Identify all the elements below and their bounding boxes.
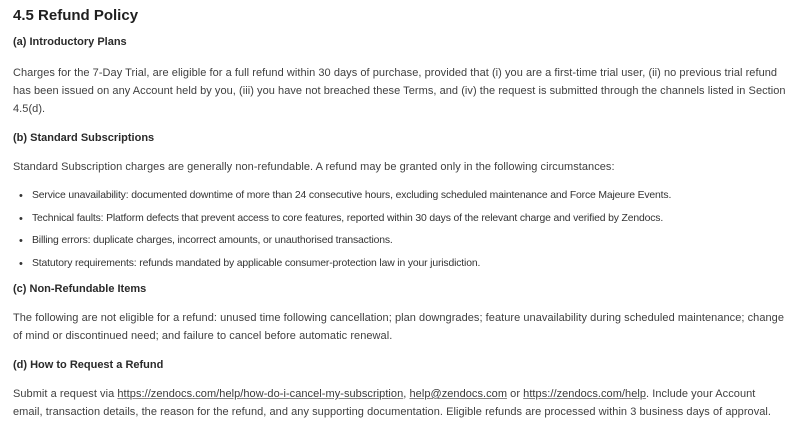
heading-how-to-request: (d) How to Request a Refund — [13, 359, 164, 371]
request-text-prefix: Submit a request via — [13, 388, 118, 400]
paragraph-non-refundable-items: The following are not eligible for a refund: unused time following cancellation; plan downgrades; feature unavailability during scheduled maintenance; change of mind or discontinued need; and failure to cancel before automatic renewal. — [13, 312, 784, 342]
list-item — [19, 185, 787, 208]
request-text-suffix: . Include your Account email, transaction details, the reason for the refund, and any supporting documentation. Eligible refunds are processed within 3 business days of approval. — [13, 388, 772, 418]
list-item — [19, 253, 787, 276]
bullet-icon: • — [19, 212, 23, 225]
circumstances-list — [13, 185, 787, 275]
paragraph-how-to-request — [13, 385, 787, 421]
list-item-text: Statutory requirements: refunds mandated by applicable consumer-protection law in your jurisdiction. — [32, 257, 481, 269]
list-item-text: Technical faults: Platform defects that prevent access to core features, reported within 30 days of the relevant charge and verified by Zendocs. — [32, 212, 664, 224]
section-title: 4.5 Refund Policy — [13, 7, 139, 24]
list-item-text: Service unavailability: documented downtime of more than 24 consecutive hours, excluding scheduled maintenance and Force Majeure Events. — [32, 190, 672, 201]
separator-text: , — [403, 388, 410, 400]
help-center-link[interactable]: https://zendocs.com/help — [523, 388, 647, 400]
list-item — [19, 208, 787, 231]
separator-text: or — [507, 388, 524, 400]
heading-non-refundable-items: (c) Non-Refundable Items — [13, 283, 147, 295]
bullet-icon: • — [19, 190, 23, 202]
cancel-subscription-link[interactable]: https://zendocs.com/help/how-do-i-cancel-my-subscription — [117, 388, 404, 400]
heading-introductory-plans: (a) Introductory Plans — [13, 36, 127, 48]
bullet-icon: • — [19, 235, 23, 247]
list-item-text: Billing errors: duplicate charges, incorrect amounts, or unauthorised transactions. — [32, 235, 393, 246]
heading-standard-subscriptions: (b) Standard Subscriptions — [13, 132, 155, 144]
paragraph-introductory-plans: Charges for the 7-Day Trial, are eligible for a full refund within 30 days of purchase, provided that (i) you are a first-time trial user, (ii) no previous trial refund has been issued on any Account held by you, (iii) you have not breached these Terms, and (iv) the request is submitted through the channels listed in Section 4.5(d). — [13, 67, 786, 115]
paragraph-standard-subscriptions: Standard Subscription charges are generally non-refundable. A refund may be granted only in the following circumstances: — [13, 161, 615, 173]
bullet-icon: • — [19, 257, 23, 270]
list-item — [19, 230, 787, 253]
help-email-link[interactable]: help@zendocs.com — [409, 388, 508, 400]
